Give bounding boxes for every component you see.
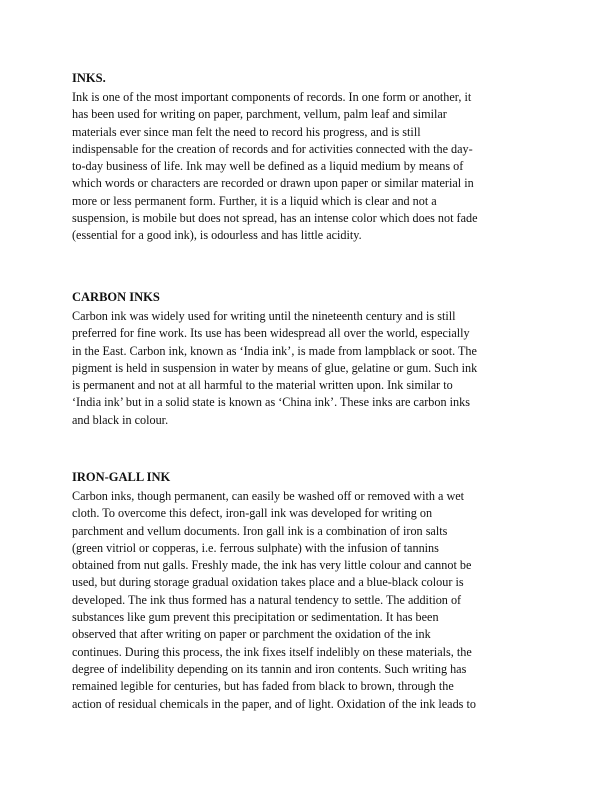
- section-paragraph: [72, 89, 552, 245]
- text-line: and black in colour.: [72, 412, 169, 427]
- section-inks: [72, 71, 552, 245]
- text-line: more or less permanent form. Further, it is a liquid which is clear and not a: [72, 193, 437, 208]
- text-line: action of residual chemicals in the paper, and of light. Oxidation of the ink leads to: [72, 696, 476, 711]
- text-line: to-day business of life. Ink may well be defined as a liquid medium by means of: [72, 159, 464, 174]
- text-line: indispensable for the creation of records and for activities connected with the day-: [72, 141, 473, 156]
- text-line: Carbon inks, though permanent, can easily be washed off or removed with a wet: [72, 489, 465, 503]
- section-heading: INKS.: [72, 71, 106, 85]
- text-line: observed that after writing on paper or parchment the oxidation of the ink: [72, 627, 431, 642]
- text-line: in the East. Carbon ink, known as ‘India ink’, is made from lampblack or soot. The: [72, 343, 477, 358]
- section-heading: IRON-GALL INK: [72, 470, 171, 484]
- text-line: Ink is one of the most important components of records. In one form or another, it: [72, 90, 472, 104]
- text-line: obtained from nut galls. Freshly made, the ink has very little colour and cannot be: [72, 558, 472, 573]
- text-line: ‘India ink’ but in a solid state is known as ‘China ink’. These inks are carbon inks: [72, 395, 470, 410]
- text-line: continues. During this process, the ink fixes itself indelibly on these materials, the: [72, 644, 472, 659]
- text-line: developed. The ink thus formed has a natural tendency to settle. The addition of: [72, 592, 462, 607]
- text-line: remained legible for centuries, but has faded from black to brown, through the: [72, 679, 454, 694]
- text-line: has been used for writing on paper, parchment, vellum, palm leaf and similar: [72, 107, 447, 122]
- text-line: is permanent and not at all harmful to the material written upon. Ink similar to: [72, 378, 453, 393]
- text-line: degree of indelibility depending on its tannin and iron contents. Such writing has: [72, 661, 467, 676]
- text-line: materials ever since man felt the need to record his progress, and is still: [72, 124, 421, 139]
- text-line: preferred for fine work. Its use has been widespread all over the world, especially: [72, 326, 470, 341]
- text-line: suspension, is mobile but does not spread, has an intense color which does not fade: [72, 211, 478, 226]
- text-line: (essential for a good ink), is odourless and has little acidity.: [72, 228, 362, 243]
- text-line: substances like gum prevent this precipitation or sedimentation. It has been: [72, 610, 439, 625]
- section-paragraph: [72, 308, 552, 429]
- section-iron-gall-ink: [72, 470, 552, 713]
- text-line: cloth. To overcome this defect, iron-gall ink was developed for writing on: [72, 506, 433, 521]
- text-line: which words or characters are recorded or drawn upon paper or similar material in: [72, 176, 474, 191]
- text-line: parchment and vellum documents. Iron gall ink is a combination of iron salts: [72, 523, 448, 538]
- section-paragraph: [72, 488, 552, 713]
- text-line: Carbon ink was widely used for writing until the nineteenth century and is still: [72, 309, 456, 323]
- text-line: (green vitriol or copperas, i.e. ferrous sulphate) with the infusion of tannins: [72, 540, 439, 555]
- text-line: pigment is held in suspension in water by means of glue, gelatine or gum. Such ink: [72, 360, 478, 375]
- section-carbon-inks: [72, 290, 552, 429]
- section-heading: CARBON INKS: [72, 290, 160, 304]
- text-line: used, but during storage gradual oxidation takes place and a blue-black colour is: [72, 575, 464, 590]
